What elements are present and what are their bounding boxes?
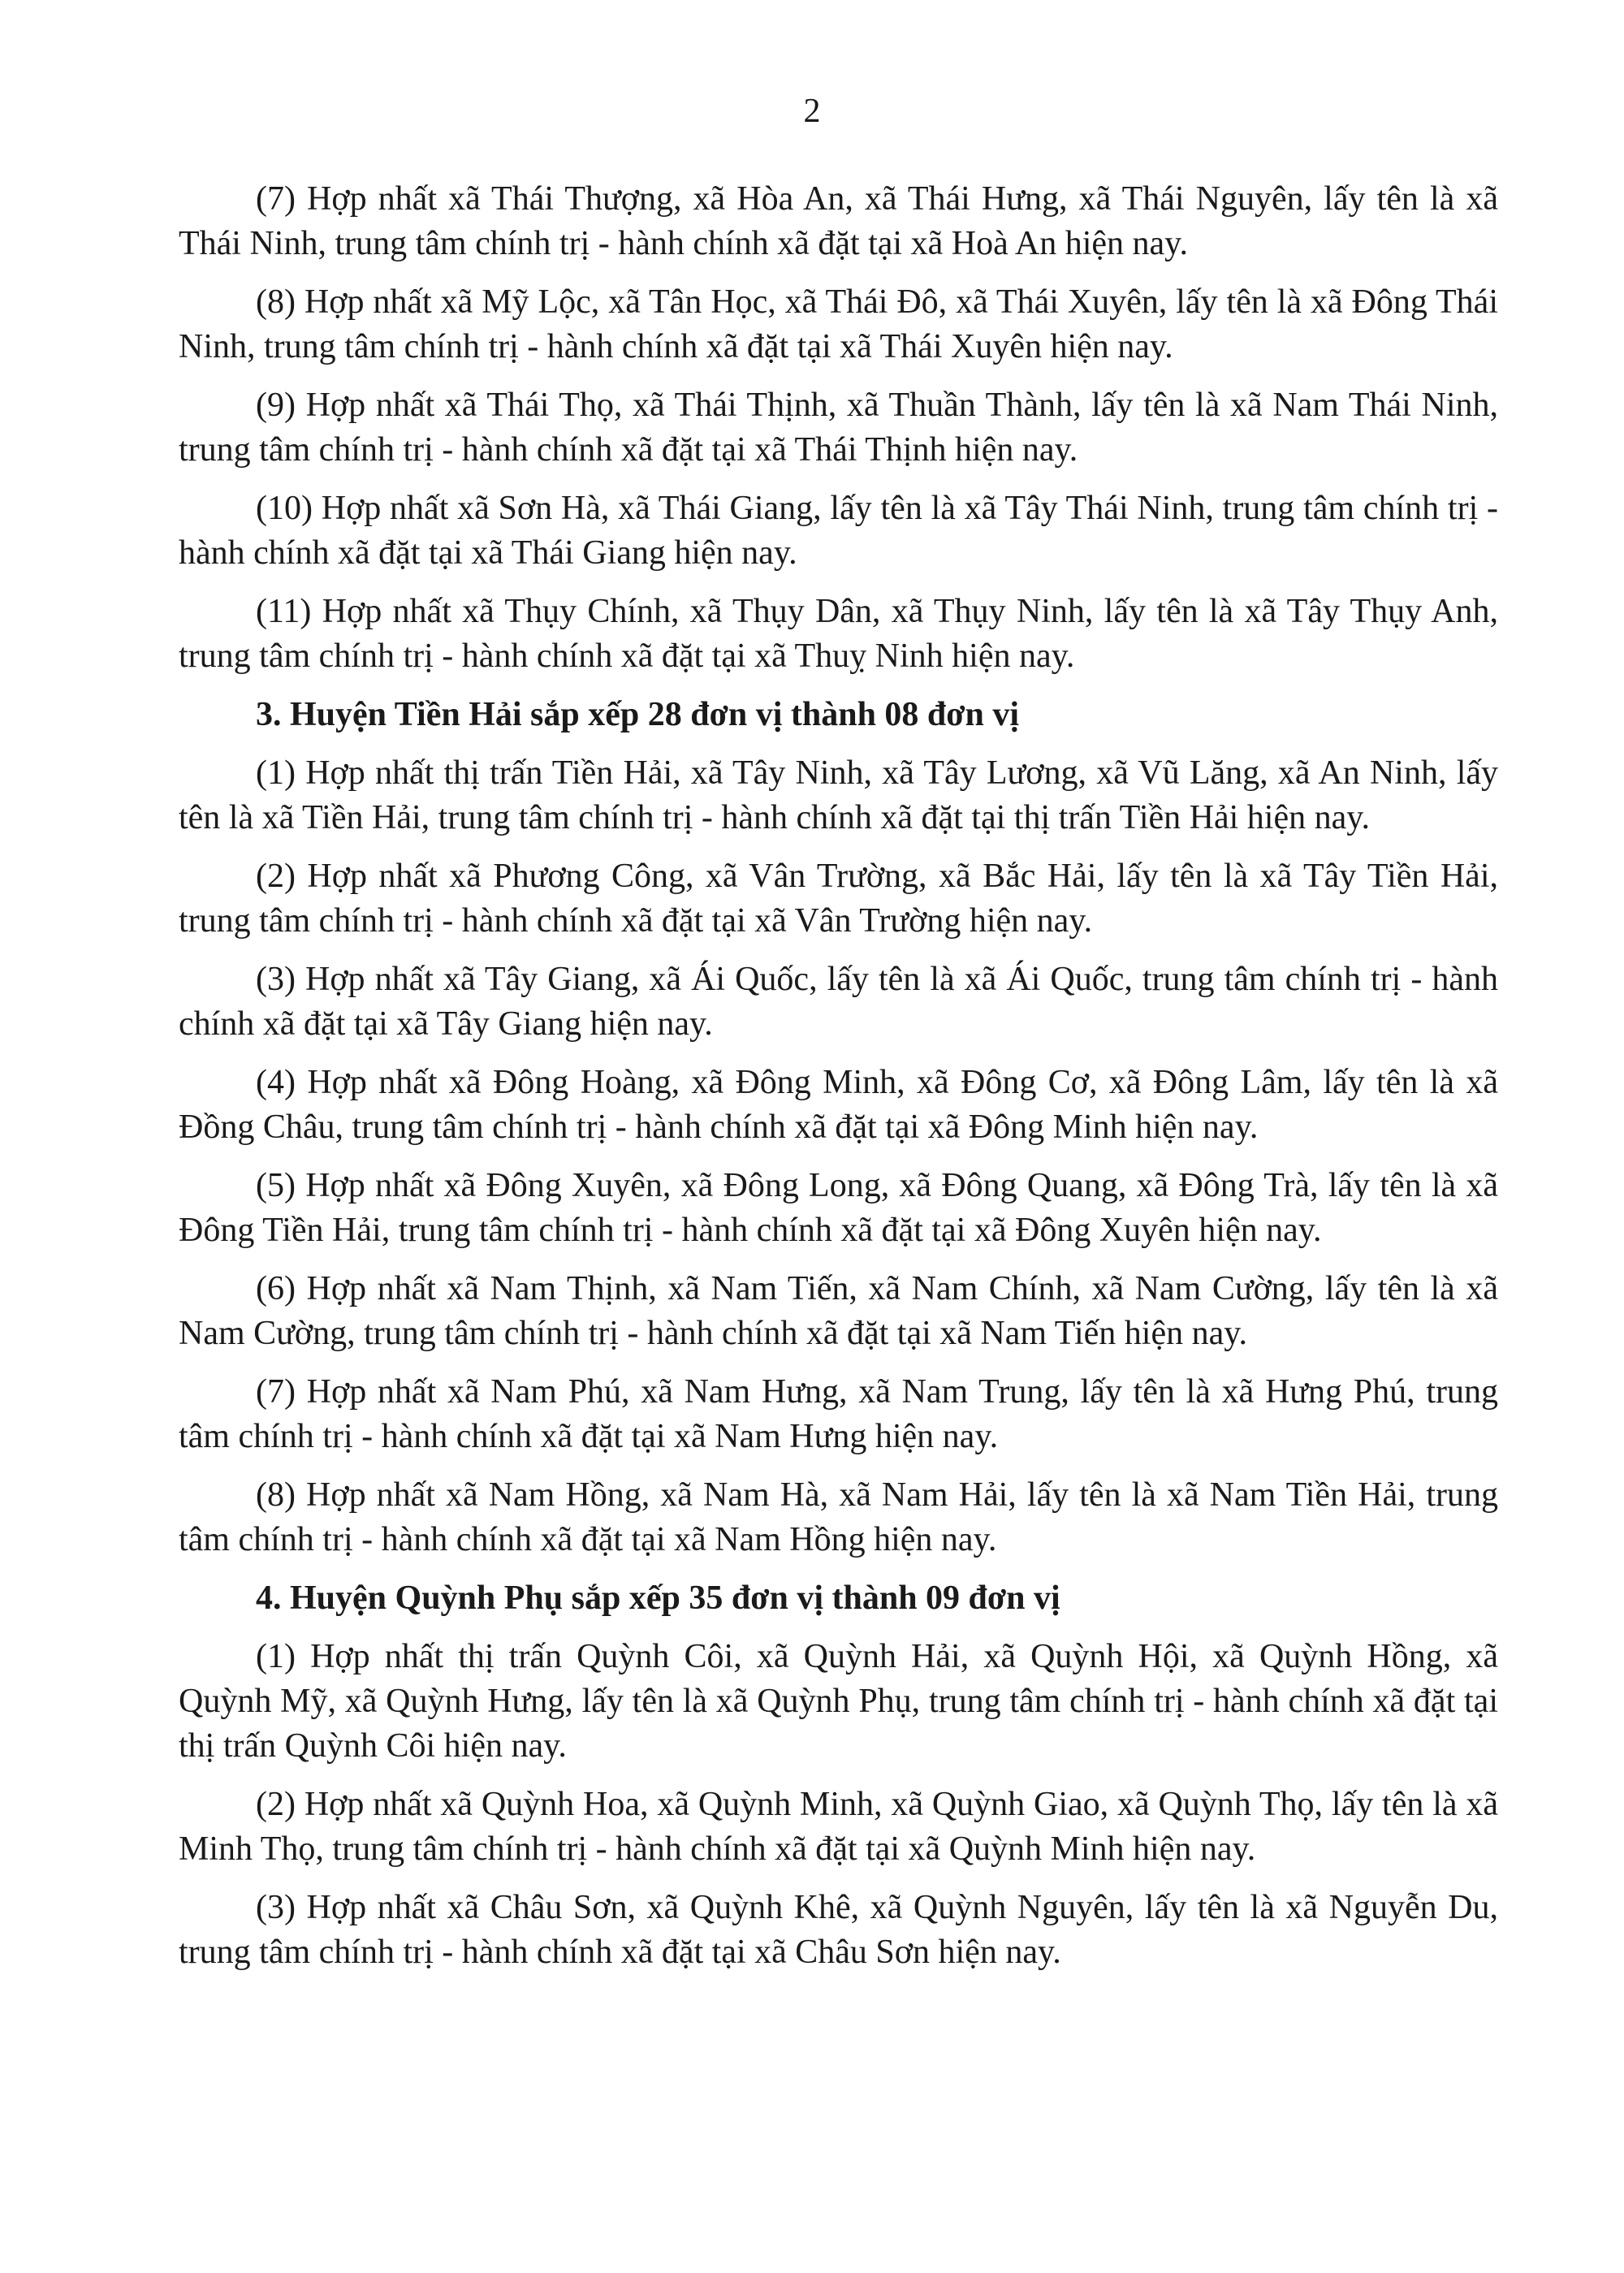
list-item: (8) Hợp nhất xã Mỹ Lộc, xã Tân Học, xã Thái Đô, xã Thái Xuyên, lấy tên là xã Đông Thái Ninh, trung tâm chính trị - hành chính xã đặt tại xã Thái Xuyên hiện nay. xyxy=(179,283,1498,365)
list-item: (5) Hợp nhất xã Đông Xuyên, xã Đông Long, xã Đông Quang, xã Đông Trà, lấy tên là xã Đông Tiền Hải, trung tâm chính trị - hành chính xã đặt tại xã Đông Xuyên hiện nay. xyxy=(179,1167,1498,1249)
list-item: (8) Hợp nhất xã Nam Hồng, xã Nam Hà, xã Nam Hải, lấy tên là xã Nam Tiền Hải, trung tâm chính trị - hành chính xã đặt tại xã Nam Hồng hiện nay. xyxy=(179,1476,1498,1558)
list-item: (2) Hợp nhất xã Quỳnh Hoa, xã Quỳnh Minh, xã Quỳnh Giao, xã Quỳnh Thọ, lấy tên là xã Minh Thọ, trung tâm chính trị - hành chính xã đặt tại xã Quỳnh Minh hiện nay. xyxy=(179,1786,1498,1868)
section-heading: 3. Huyện Tiền Hải sắp xếp 28 đơn vị thành 08 đơn vị xyxy=(256,696,1020,733)
list-item: (7) Hợp nhất xã Nam Phú, xã Nam Hưng, xã Nam Trung, lấy tên là xã Hưng Phú, trung tâm chính trị - hành chính xã đặt tại xã Nam Hưng hiện nay. xyxy=(179,1373,1498,1455)
list-item: (4) Hợp nhất xã Đông Hoàng, xã Đông Minh, xã Đông Cơ, xã Đông Lâm, lấy tên là xã Đồng Châu, trung tâm chính trị - hành chính xã đặt tại xã Đông Minh hiện nay. xyxy=(179,1064,1498,1146)
list-item: (6) Hợp nhất xã Nam Thịnh, xã Nam Tiến, xã Nam Chính, xã Nam Cường, lấy tên là xã Nam Cường, trung tâm chính trị - hành chính xã đặt tại xã Nam Tiến hiện nay. xyxy=(179,1270,1498,1352)
list-item: (2) Hợp nhất xã Phương Công, xã Vân Trường, xã Bắc Hải, lấy tên là xã Tây Tiền Hải, trung tâm chính trị - hành chính xã đặt tại xã Vân Trường hiện nay. xyxy=(179,858,1498,940)
list-item: (3) Hợp nhất xã Tây Giang, xã Ái Quốc, lấy tên là xã Ái Quốc, trung tâm chính trị - hành chính xã đặt tại xã Tây Giang hiện nay. xyxy=(179,961,1498,1043)
list-item: (9) Hợp nhất xã Thái Thọ, xã Thái Thịnh, xã Thuần Thành, lấy tên là xã Nam Thái Ninh, trung tâm chính trị - hành chính xã đặt tại xã Thái Thịnh hiện nay. xyxy=(179,387,1498,469)
page-number: 2 xyxy=(803,93,821,130)
list-item: (1) Hợp nhất thị trấn Quỳnh Côi, xã Quỳnh Hải, xã Quỳnh Hội, xã Quỳnh Hồng, xã Quỳnh Mỹ, xã Quỳnh Hưng, lấy tên là xã Quỳnh Phụ, trung tâm chính trị - hành chính xã đặt tại thị trấn Quỳnh Côi hiện nay. xyxy=(179,1638,1498,1765)
list-item: (10) Hợp nhất xã Sơn Hà, xã Thái Giang, lấy tên là xã Tây Thái Ninh, trung tâm chính trị - hành chính xã đặt tại xã Thái Giang hiện nay. xyxy=(179,490,1498,572)
list-item: (3) Hợp nhất xã Châu Sơn, xã Quỳnh Khê, xã Quỳnh Nguyên, lấy tên là xã Nguyễn Du, trung tâm chính trị - hành chính xã đặt tại xã Châu Sơn hiện nay. xyxy=(179,1889,1498,1971)
section-heading: 4. Huyện Quỳnh Phụ sắp xếp 35 đơn vị thành 09 đơn vị xyxy=(256,1579,1060,1617)
list-item: (1) Hợp nhất thị trấn Tiền Hải, xã Tây Ninh, xã Tây Lương, xã Vũ Lăng, xã An Ninh, lấy tên là xã Tiền Hải, trung tâm chính trị - hành chính xã đặt tại thị trấn Tiền Hải hiện nay. xyxy=(179,754,1498,836)
list-item: (7) Hợp nhất xã Thái Thượng, xã Hòa An, xã Thái Hưng, xã Thái Nguyên, lấy tên là xã Thái Ninh, trung tâm chính trị - hành chính xã đặt tại xã Hoà An hiện nay. xyxy=(179,180,1498,262)
list-item: (11) Hợp nhất xã Thụy Chính, xã Thụy Dân, xã Thụy Ninh, lấy tên là xã Tây Thụy Anh, trung tâm chính trị - hành chính xã đặt tại xã Thuỵ Ninh hiện nay. xyxy=(179,593,1498,675)
document-body xyxy=(179,177,1498,1989)
